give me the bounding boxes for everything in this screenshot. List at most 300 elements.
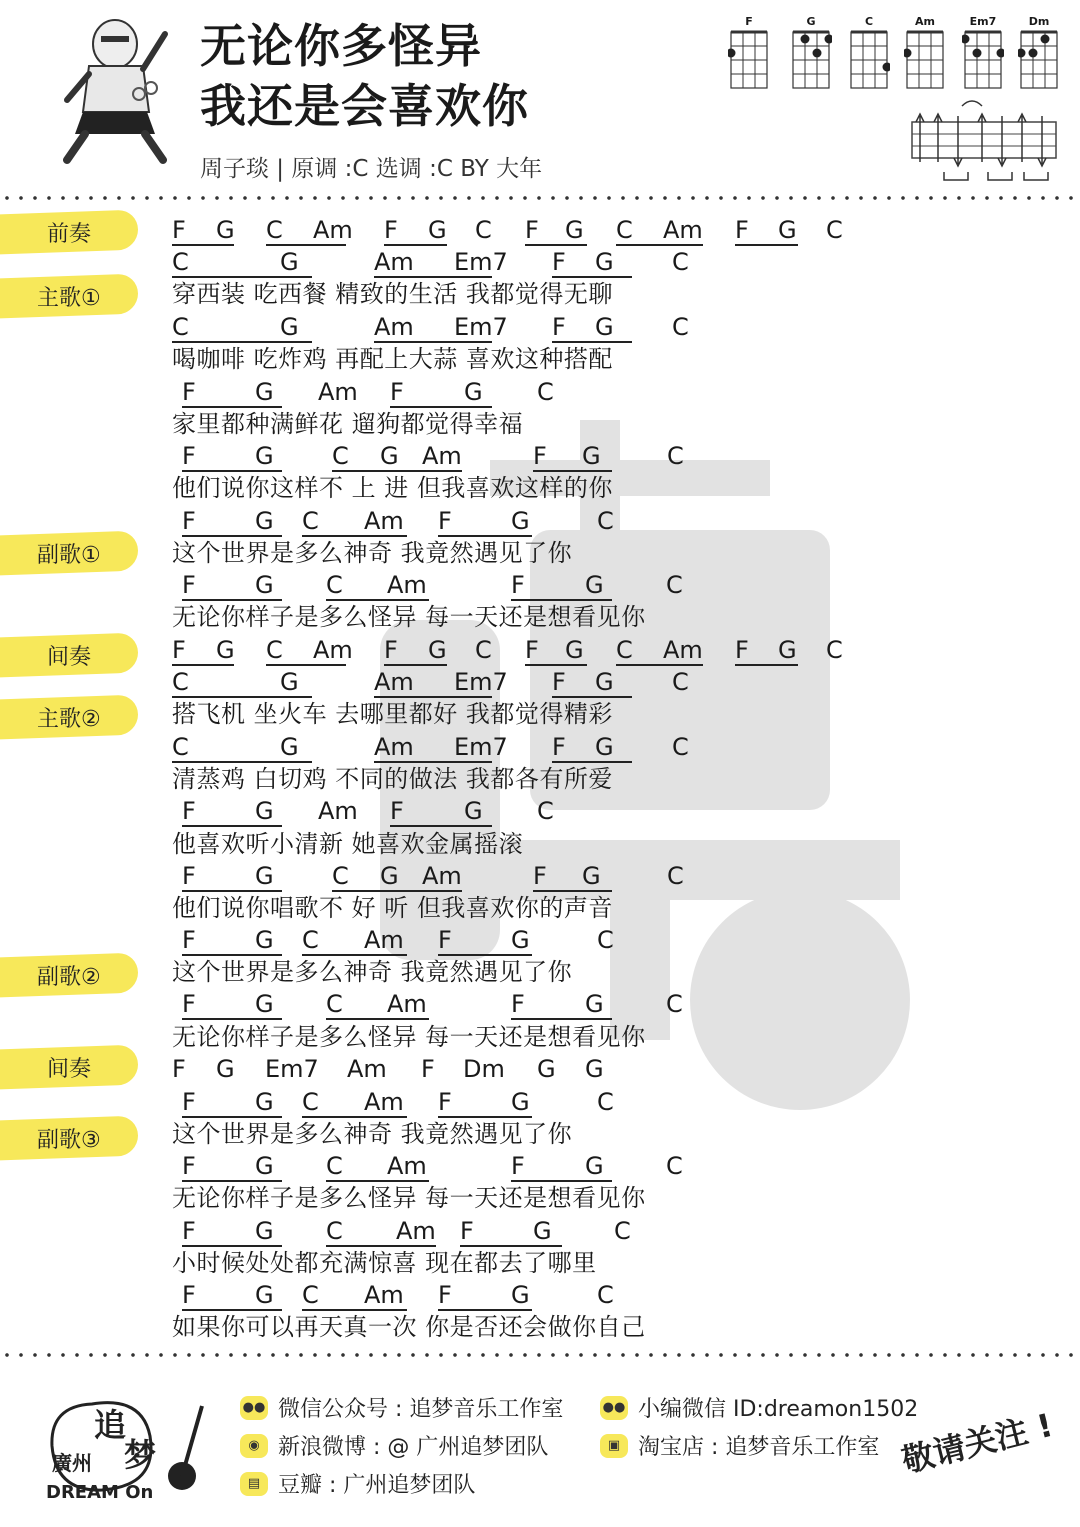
chord-symbol: Em7 bbox=[454, 733, 508, 761]
chord-symbol: G bbox=[585, 1152, 604, 1180]
chord-diagram-name: Em7 bbox=[969, 15, 997, 28]
chord-underline bbox=[552, 341, 632, 343]
chord-line bbox=[172, 506, 872, 538]
chord-symbol: F bbox=[735, 216, 749, 244]
lyric-line: 他喜欢听小清新 她喜欢金属摇滚 bbox=[172, 830, 524, 858]
chord-symbol: F bbox=[735, 636, 749, 664]
chord-underline bbox=[552, 276, 632, 278]
chord-symbol: C bbox=[326, 1152, 343, 1180]
chord-symbol: Am bbox=[387, 571, 427, 599]
chord-symbol: G bbox=[533, 1217, 552, 1245]
chord-line bbox=[172, 796, 872, 828]
chord-underline bbox=[172, 341, 312, 343]
chord-symbol: C bbox=[666, 571, 683, 599]
chord-symbol: C bbox=[475, 216, 492, 244]
chord-symbol: C bbox=[666, 990, 683, 1018]
chord-symbol: F bbox=[384, 636, 398, 664]
fretboard bbox=[962, 30, 1004, 90]
chord-symbol: F bbox=[182, 571, 196, 599]
chord-underline bbox=[616, 664, 703, 666]
chord-underline bbox=[616, 244, 703, 246]
weibo-icon: ◉ bbox=[240, 1434, 268, 1458]
chord-symbol: C bbox=[666, 1152, 683, 1180]
chord-symbol: C bbox=[826, 216, 843, 244]
chord-underline bbox=[438, 954, 532, 956]
douban-text: 豆瓣 : 广州追梦团队 bbox=[278, 1473, 476, 1498]
chord-symbol: F bbox=[552, 668, 566, 696]
chord-underline bbox=[511, 1018, 612, 1020]
chord-diagram bbox=[904, 14, 946, 94]
chord-symbol: C bbox=[302, 507, 319, 535]
chord-symbol: F bbox=[533, 442, 547, 470]
chord-underline bbox=[552, 761, 632, 763]
chord-underline bbox=[374, 276, 492, 278]
chord-symbol: F bbox=[438, 507, 452, 535]
chord-line bbox=[172, 861, 872, 893]
chord-symbol: G bbox=[255, 378, 274, 406]
chord-symbol: G bbox=[565, 216, 584, 244]
chord-symbol: Em7 bbox=[454, 668, 508, 696]
chord-line bbox=[172, 1151, 872, 1183]
chord-symbol: C bbox=[332, 442, 349, 470]
chord-symbol: G bbox=[595, 248, 614, 276]
chord-symbol: Am bbox=[364, 507, 404, 535]
chord-symbol: G bbox=[380, 862, 399, 890]
chord-underline bbox=[533, 890, 612, 892]
chord-symbol: F bbox=[182, 1088, 196, 1116]
chord-symbol: Am bbox=[347, 1055, 387, 1083]
fretboard bbox=[1018, 30, 1060, 90]
chord-underline bbox=[374, 696, 492, 698]
lyric-line: 这个世界是多么神奇 我竟然遇见了你 bbox=[172, 958, 573, 986]
chord-symbol: G bbox=[216, 1055, 235, 1083]
chord-symbol: C bbox=[597, 1088, 614, 1116]
chord-symbol: G bbox=[280, 733, 299, 761]
lyric-line: 无论你样子是多么怪异 每一天还是想看见你 bbox=[172, 1023, 646, 1051]
chord-symbol: G bbox=[280, 313, 299, 341]
chord-symbol: Am bbox=[374, 668, 414, 696]
chord-line bbox=[172, 1087, 872, 1119]
section-tag bbox=[0, 531, 138, 576]
fretboard bbox=[790, 30, 832, 90]
chord-symbol: Am bbox=[318, 797, 358, 825]
chord-underline bbox=[182, 1018, 282, 1020]
chord-symbol: C bbox=[302, 926, 319, 954]
chord-underline bbox=[390, 406, 492, 408]
chord-symbol: G bbox=[380, 442, 399, 470]
chord-symbol: C bbox=[537, 378, 554, 406]
chord-symbol: Am bbox=[313, 216, 353, 244]
chord-underline bbox=[326, 599, 429, 601]
chord-line bbox=[172, 441, 872, 473]
chord-symbol: G bbox=[778, 636, 797, 664]
lyric-line: 喝咖啡 吃炸鸡 再配上大蒜 喜欢这种搭配 bbox=[172, 345, 613, 373]
chord-underline bbox=[438, 1116, 532, 1118]
chord-symbol: Am bbox=[364, 926, 404, 954]
chord-symbol: C bbox=[667, 862, 684, 890]
chord-symbol: G bbox=[511, 1281, 530, 1309]
chord-underline bbox=[533, 470, 612, 472]
section-tag bbox=[0, 695, 138, 740]
chord-symbol: G bbox=[255, 926, 274, 954]
chord-line bbox=[172, 377, 872, 409]
lyric-line: 如果你可以再天真一次 你是否还会做你自己 bbox=[172, 1313, 646, 1341]
chord-line bbox=[172, 1054, 872, 1086]
chord-symbol: C bbox=[616, 636, 633, 664]
chord-line bbox=[172, 989, 872, 1021]
taobao-text: 淘宝店 : 追梦音乐工作室 bbox=[638, 1435, 880, 1460]
section-label: 副歌③ bbox=[37, 1127, 101, 1153]
chord-symbol: F bbox=[390, 378, 404, 406]
chord-underline bbox=[182, 1245, 282, 1247]
chord-underline bbox=[266, 664, 346, 666]
chord-underline bbox=[182, 954, 282, 956]
chord-symbol: F bbox=[182, 926, 196, 954]
chord-underline bbox=[374, 761, 492, 763]
chord-diagram-name: Dm bbox=[1028, 15, 1050, 28]
chord-diagram-name: Am bbox=[915, 15, 935, 28]
chord-underline bbox=[326, 1018, 429, 1020]
chord-symbol: Am bbox=[387, 1152, 427, 1180]
chord-symbol: G bbox=[255, 571, 274, 599]
chord-symbol: F bbox=[172, 216, 186, 244]
lyric-line: 家里都种满鲜花 遛狗都觉得幸福 bbox=[172, 410, 524, 438]
chord-symbol: C bbox=[597, 507, 614, 535]
chord-underline bbox=[390, 825, 492, 827]
lyric-line: 他们说你这样不 上 进 但我喜欢这样的你 bbox=[172, 474, 613, 502]
chord-symbol: Am bbox=[663, 636, 703, 664]
chord-underline bbox=[182, 470, 282, 472]
footer-douban bbox=[240, 1468, 475, 1499]
song-subtitle: 周子琰 | 原调 :C 选调 :C BY 大年 bbox=[200, 156, 543, 182]
chord-symbol: G bbox=[280, 668, 299, 696]
chord-symbol: F bbox=[552, 733, 566, 761]
chord-symbol: G bbox=[255, 862, 274, 890]
wechat-icon: ●● bbox=[600, 1396, 628, 1420]
chord-symbol: F bbox=[421, 1055, 435, 1083]
chord-symbol: F bbox=[182, 1281, 196, 1309]
chord-symbol: C bbox=[172, 313, 189, 341]
chord-symbol: Am bbox=[374, 733, 414, 761]
chord-underline bbox=[182, 406, 282, 408]
chord-diagram-name: F bbox=[745, 15, 753, 28]
chord-underline bbox=[735, 244, 798, 246]
chord-underline bbox=[182, 825, 282, 827]
chord-symbol: G bbox=[595, 668, 614, 696]
title-line-2: 我还是会喜欢你 bbox=[200, 79, 529, 133]
chord-symbol: C bbox=[302, 1088, 319, 1116]
lyric-line: 穿西装 吃西餐 精致的生活 我都觉得无聊 bbox=[172, 280, 613, 308]
chord-symbol: C bbox=[614, 1217, 631, 1245]
chord-symbol: G bbox=[255, 1152, 274, 1180]
chord-symbol: G bbox=[464, 797, 483, 825]
chord-symbol: Am bbox=[364, 1088, 404, 1116]
chord-symbol: G bbox=[582, 442, 601, 470]
chord-symbol: G bbox=[537, 1055, 556, 1083]
chord-underline bbox=[182, 535, 282, 537]
section-label: 间奏 bbox=[46, 1056, 91, 1082]
footer-weibo bbox=[240, 1430, 548, 1461]
fretboard bbox=[728, 30, 770, 90]
chord-symbol: Em7 bbox=[454, 313, 508, 341]
chord-symbol: G bbox=[585, 990, 604, 1018]
chord-diagram bbox=[848, 14, 890, 94]
wechat-public-text: 微信公众号 : 追梦音乐工作室 bbox=[278, 1397, 564, 1422]
chord-symbol: G bbox=[216, 216, 235, 244]
chord-symbol: C bbox=[266, 636, 283, 664]
chord-symbol: F bbox=[511, 990, 525, 1018]
chord-symbol: G bbox=[511, 507, 530, 535]
chord-symbol: F bbox=[172, 636, 186, 664]
lyric-line: 小时候处处都充满惊喜 现在都去了哪里 bbox=[172, 1249, 597, 1277]
section-label: 主歌① bbox=[37, 285, 101, 311]
chord-symbol: F bbox=[182, 862, 196, 890]
chord-symbol: C bbox=[172, 733, 189, 761]
divider-bottom bbox=[0, 1352, 1080, 1358]
chord-symbol: Am bbox=[422, 862, 462, 890]
chord-symbol: C bbox=[332, 862, 349, 890]
section-tag bbox=[0, 1116, 138, 1161]
chord-symbol: G bbox=[582, 862, 601, 890]
guitar-icon bbox=[168, 1406, 202, 1490]
chord-symbol: Am bbox=[318, 378, 358, 406]
chord-symbol: G bbox=[565, 636, 584, 664]
chord-underline bbox=[182, 1180, 282, 1182]
chord-underline bbox=[326, 1180, 429, 1182]
chord-symbol: F bbox=[511, 1152, 525, 1180]
lyric-line: 无论你样子是多么怪异 每一天还是想看见你 bbox=[172, 1184, 646, 1212]
lyric-line: 他们说你唱歌不 好 听 但我喜欢你的声音 bbox=[172, 894, 613, 922]
chord-underline bbox=[172, 244, 234, 246]
section-label: 主歌② bbox=[37, 706, 101, 732]
chord-underline bbox=[266, 244, 346, 246]
footer-wechat-public bbox=[240, 1392, 563, 1423]
taobao-icon: ▣ bbox=[600, 1434, 628, 1458]
chord-line bbox=[172, 635, 872, 667]
title-line-1: 无论你多怪异 bbox=[200, 19, 482, 73]
section-tag bbox=[0, 633, 138, 678]
chord-symbol: G bbox=[216, 636, 235, 664]
chord-symbol: C bbox=[326, 990, 343, 1018]
chord-underline bbox=[511, 1180, 612, 1182]
chord-symbol: C bbox=[826, 636, 843, 664]
chord-symbol: G bbox=[511, 926, 530, 954]
chord-underline bbox=[438, 1309, 532, 1311]
section-label: 前奏 bbox=[46, 221, 91, 247]
chord-symbol: G bbox=[778, 216, 797, 244]
chord-diagram bbox=[728, 14, 770, 94]
chord-symbol: G bbox=[585, 1055, 604, 1083]
mascot-figure bbox=[45, 14, 185, 166]
chord-symbol: F bbox=[390, 797, 404, 825]
chord-underline bbox=[326, 1245, 436, 1247]
chord-underline bbox=[182, 599, 282, 601]
logo-guangzhou: 廣州 bbox=[52, 1451, 92, 1475]
chord-symbol: C bbox=[597, 1281, 614, 1309]
chord-underline bbox=[182, 1309, 282, 1311]
logo-char-2: 梦 bbox=[124, 1436, 157, 1474]
chord-line bbox=[172, 215, 872, 247]
follow-us-text: 敬请关注 ! bbox=[898, 1405, 1057, 1480]
chord-symbol: C bbox=[326, 1217, 343, 1245]
chord-symbol: Am bbox=[364, 1281, 404, 1309]
chord-symbol: Am bbox=[396, 1217, 436, 1245]
lyric-line: 这个世界是多么神奇 我竟然遇见了你 bbox=[172, 539, 573, 567]
footer-editor-wechat bbox=[600, 1392, 918, 1423]
chord-symbol: G bbox=[255, 797, 274, 825]
chord-symbol: G bbox=[595, 313, 614, 341]
chord-symbol: F bbox=[438, 1281, 452, 1309]
chord-symbol: F bbox=[182, 378, 196, 406]
chord-symbol: G bbox=[255, 1088, 274, 1116]
chord-underline bbox=[384, 664, 447, 666]
chord-symbol: C bbox=[302, 1281, 319, 1309]
lyric-line: 清蒸鸡 白切鸡 不同的做法 我都各有所爱 bbox=[172, 765, 613, 793]
chord-symbol: G bbox=[428, 216, 447, 244]
chord-symbol: Dm bbox=[463, 1055, 505, 1083]
chord-underline bbox=[332, 890, 462, 892]
chord-line bbox=[172, 925, 872, 957]
chord-underline bbox=[302, 535, 407, 537]
editor-wechat-text: 小编微信 ID:dreamon1502 bbox=[638, 1397, 919, 1422]
section-label: 副歌② bbox=[37, 964, 101, 990]
section-label: 间奏 bbox=[46, 644, 91, 670]
chord-line bbox=[172, 312, 872, 344]
chord-symbol: Am bbox=[663, 216, 703, 244]
footer-taobao bbox=[600, 1430, 879, 1461]
chord-line bbox=[172, 732, 872, 764]
chord-symbol: F bbox=[525, 636, 539, 664]
logo-dreamon: DREAM On bbox=[46, 1482, 154, 1503]
chord-symbol: Am bbox=[422, 442, 462, 470]
chord-symbol: F bbox=[172, 1055, 186, 1083]
chord-underline bbox=[438, 535, 532, 537]
chord-symbol: C bbox=[672, 733, 689, 761]
chord-symbol: G bbox=[255, 1217, 274, 1245]
chord-symbol: Am bbox=[313, 636, 353, 664]
chord-symbol: F bbox=[533, 862, 547, 890]
lyric-line: 无论你样子是多么怪异 每一天还是想看见你 bbox=[172, 603, 646, 631]
section-tag bbox=[0, 274, 138, 319]
chord-symbol: F bbox=[182, 990, 196, 1018]
chord-symbol: C bbox=[172, 668, 189, 696]
chord-symbol: F bbox=[552, 313, 566, 341]
chord-symbol: F bbox=[460, 1217, 474, 1245]
chord-symbol: F bbox=[182, 507, 196, 535]
chord-line bbox=[172, 247, 872, 279]
chord-line bbox=[172, 1216, 872, 1248]
chord-symbol: Am bbox=[374, 248, 414, 276]
chord-symbol: Am bbox=[387, 990, 427, 1018]
chord-symbol: C bbox=[266, 216, 283, 244]
song-title bbox=[200, 16, 529, 136]
chord-diagram bbox=[1018, 14, 1060, 94]
chord-symbol: Em7 bbox=[454, 248, 508, 276]
chord-underline bbox=[302, 1309, 407, 1311]
chord-underline bbox=[172, 761, 312, 763]
chord-symbol: F bbox=[511, 571, 525, 599]
divider-top bbox=[0, 195, 1080, 201]
chord-symbol: C bbox=[326, 571, 343, 599]
chord-diagram-name: G bbox=[806, 15, 816, 28]
chord-symbol: C bbox=[672, 313, 689, 341]
chord-line bbox=[172, 1280, 872, 1312]
section-tag bbox=[0, 210, 138, 255]
section-tag bbox=[0, 953, 138, 998]
chord-symbol: G bbox=[428, 636, 447, 664]
logo-char-1: 追 bbox=[94, 1406, 127, 1444]
chord-underline bbox=[182, 890, 282, 892]
chord-symbol: C bbox=[172, 248, 189, 276]
chord-symbol: G bbox=[255, 1281, 274, 1309]
chord-symbol: G bbox=[255, 507, 274, 535]
weibo-text: 新浪微博 : @ 广州追梦团队 bbox=[278, 1435, 549, 1460]
wechat-icon: ●● bbox=[240, 1396, 268, 1420]
chord-symbol: G bbox=[595, 733, 614, 761]
section-label: 副歌① bbox=[37, 542, 101, 568]
chord-underline bbox=[552, 696, 632, 698]
chord-symbol: G bbox=[280, 248, 299, 276]
chord-symbol: C bbox=[597, 926, 614, 954]
chord-symbol: C bbox=[672, 668, 689, 696]
strum-pattern bbox=[910, 98, 1058, 188]
chord-underline bbox=[302, 1116, 407, 1118]
chord-symbol: C bbox=[537, 797, 554, 825]
dreamon-logo bbox=[32, 1386, 207, 1506]
chord-underline bbox=[172, 276, 312, 278]
chord-symbol: F bbox=[525, 216, 539, 244]
chord-symbol: F bbox=[438, 1088, 452, 1116]
chord-underline bbox=[525, 664, 587, 666]
chord-symbol: C bbox=[667, 442, 684, 470]
chord-symbol: F bbox=[182, 797, 196, 825]
chord-symbol: Em7 bbox=[265, 1055, 319, 1083]
chord-symbol: G bbox=[255, 442, 274, 470]
chord-underline bbox=[460, 1245, 562, 1247]
chord-symbol: Am bbox=[374, 313, 414, 341]
section-tag bbox=[0, 1045, 138, 1090]
douban-icon: ▤ bbox=[240, 1472, 268, 1496]
chord-underline bbox=[182, 1116, 282, 1118]
lyric-line: 这个世界是多么神奇 我竟然遇见了你 bbox=[172, 1120, 573, 1148]
chord-symbol: G bbox=[511, 1088, 530, 1116]
chord-symbol: C bbox=[475, 636, 492, 664]
chord-symbol: G bbox=[255, 990, 274, 1018]
fretboard bbox=[904, 30, 946, 90]
chord-symbol: C bbox=[616, 216, 633, 244]
chord-symbol: F bbox=[384, 216, 398, 244]
chord-underline bbox=[374, 341, 492, 343]
chord-underline bbox=[511, 599, 612, 601]
chord-underline bbox=[735, 664, 798, 666]
chord-underline bbox=[525, 244, 587, 246]
chord-diagram bbox=[962, 14, 1004, 94]
chord-symbol: F bbox=[182, 1217, 196, 1245]
chord-underline bbox=[332, 470, 462, 472]
chord-diagrams bbox=[728, 14, 1060, 96]
lyric-line: 搭飞机 坐火车 去哪里都好 我都觉得精彩 bbox=[172, 700, 613, 728]
fretboard bbox=[848, 30, 890, 90]
chord-line bbox=[172, 570, 872, 602]
chord-underline bbox=[384, 244, 447, 246]
chord-underline bbox=[172, 696, 312, 698]
chord-symbol: G bbox=[464, 378, 483, 406]
chord-symbol: C bbox=[672, 248, 689, 276]
chord-symbol: F bbox=[182, 1152, 196, 1180]
chord-diagram bbox=[790, 14, 832, 94]
chord-symbol: F bbox=[552, 248, 566, 276]
chord-line bbox=[172, 667, 872, 699]
